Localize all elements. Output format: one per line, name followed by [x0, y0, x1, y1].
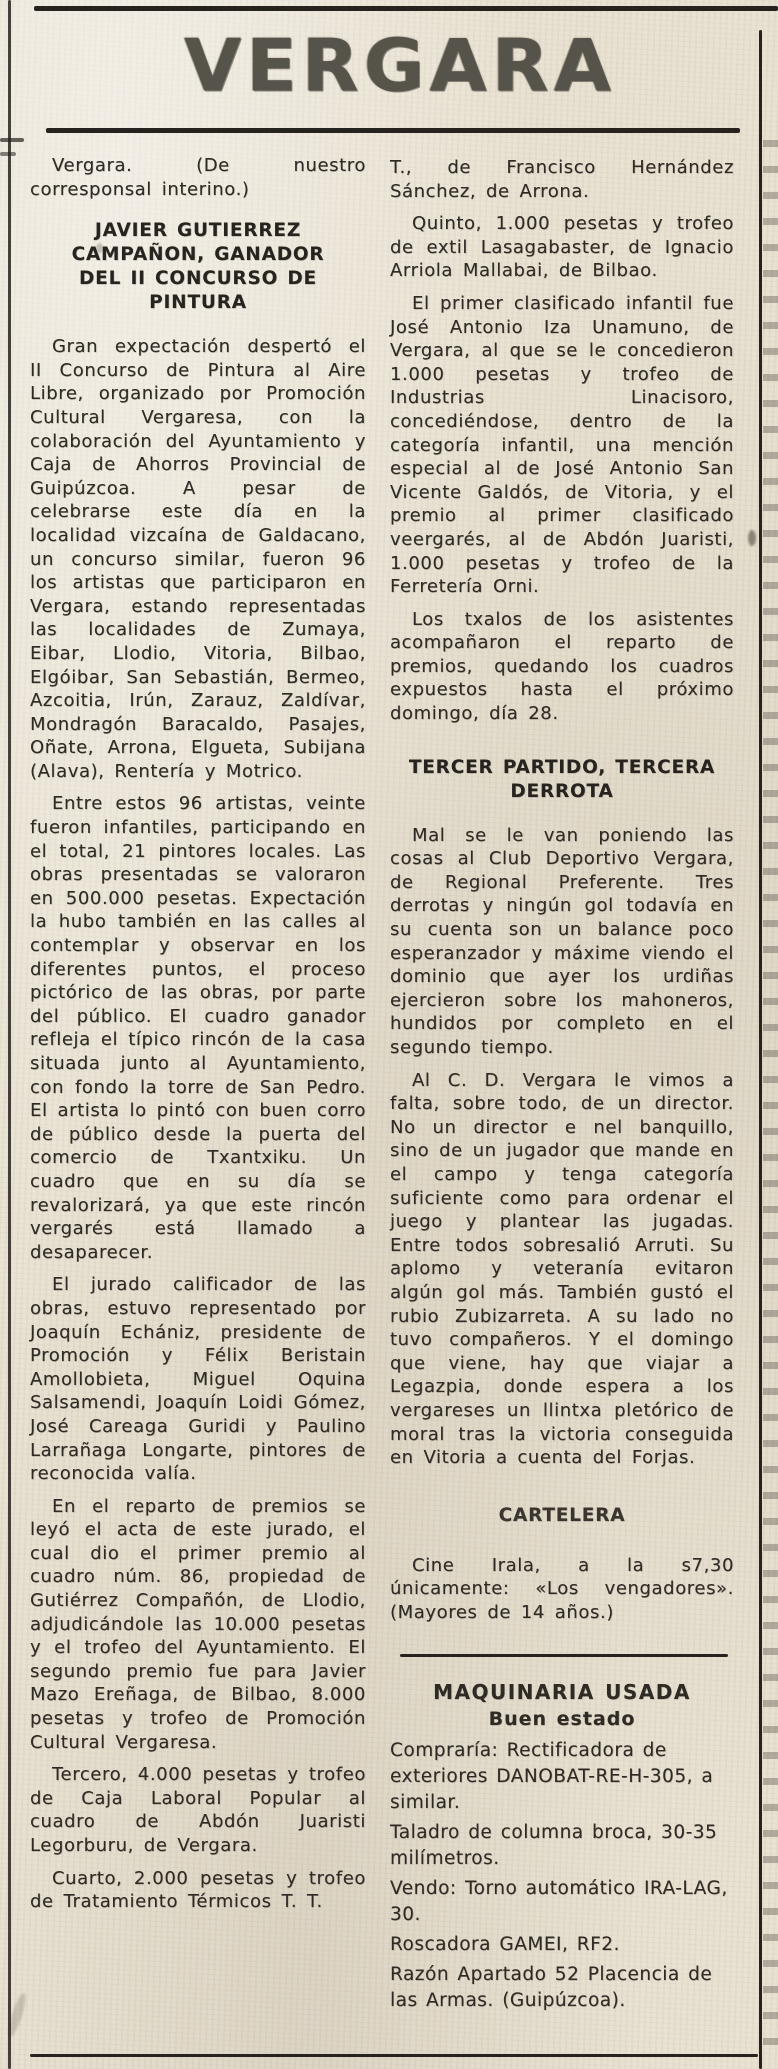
- bottom-rule: [30, 2054, 758, 2057]
- ad-divider-rule: [400, 1654, 728, 1657]
- article-paragraph: Cuarto, 2.000 pesetas y trofeo de Tratamiento Térmicos T. T.: [30, 1867, 366, 1913]
- ad-line: Taladro de columna broca, 30-35 milímetros.: [390, 1822, 718, 1870]
- ad-subtitle: Buen estado: [488, 1708, 636, 1731]
- masthead-rule: [46, 128, 740, 133]
- scan-dash-mark: [0, 138, 24, 142]
- article-paragraph: Quinto, 1.000 pesetas y trofeo de extil Lasagabaster, de Ignacio Arriola Mallabai, de Bilbao.: [390, 213, 734, 282]
- article-paragraph: El primer clasificado infantil fue José Antonio Iza Unamuno, de Vergara, al que se le concedieron 1.000 pesetas y trofeo de Industrias Linacisoro, concediéndose, dentro de la categoría infantil, una mención especial al de José Antonio San Vicente Galdós, de Vitoria, y el premio al primer clasificado veergarés, al de Abdón Juaristi, 1.000 pesetas y trofeo de la Ferretería Orni.: [390, 292, 734, 598]
- ad-line: Razón Apartado 52 Placencia de las Armas. (Guipúzcoa).: [390, 1964, 713, 2012]
- article-paragraph: El jurado calificador de las obras, estuvo representado por Joaquín Echániz, presidente de Promoción y Félix Beristain Amollobieta, Miguel Oquina Salsamendi, Joaquín Loidi Gómez, José Careaga Guridi y Paulino Larrañaga Longarte, pintores de reconocida valía.: [30, 1274, 366, 1485]
- scan-dash-mark: [0, 152, 16, 156]
- clipped-adjacent-column: [763, 140, 778, 2050]
- left-border-rule: [8, 0, 11, 2069]
- ad-line: Roscadora GAMEI, RF2.: [390, 1934, 620, 1956]
- article-paragraph: Cine Irala, a la s7,30 únicamente: «Los vengadores». (Mayores de 14 años.): [390, 1554, 734, 1623]
- masthead-title: VERGARA: [183, 23, 617, 109]
- section-heading-cartelera: CARTELERA: [498, 1504, 626, 1526]
- article-paragraph: En el reparto de premios se leyó el acta de este jurado, el cual dio el primer premio al cuadro núm. 86, propiedad de Gutiérrez Compañón, de Llodio, adjudicándole las 10.000 pesetas y el trofeo del Ayuntamiento. El segundo premio fue para Javier Mazo Ereñaga, de Bilbao, 8.000 pesetas y trofeo de Promoción Cultural Vergaresa.: [30, 1495, 366, 1753]
- left-column: [30, 142, 366, 1923]
- article-paragraph: Gran expectación despertó el II Concurso de Pintura al Aire Libre, organizado por Promoción Cultural Vergaresa, con la colaboración del Ayuntamiento y Caja de Ahorros Provincial de Guipúzcoa. A pesar de celebrarse este día en la localidad vizcaína de Galdacano, un concurso similar, fueron 96 los artistas que participaron en Vergara, estando representadas las localidades de Zumaya, Eibar, Llodio, Vitoria, Bilbao, Elgóibar, San Sebastián, Bermeo, Azcoitia, Irún, Zarauz, Zaldívar, Mondragón Baracaldo, Pasajes, Oñate, Arrona, Elgueta, Subijana (Alava), Rentería y Motrico.: [30, 336, 366, 782]
- dateline: Vergara. (De nuestro corresponsal interino.): [30, 155, 366, 200]
- article-heading-pintura: JAVIER GUTIERREZ CAMPAÑON, GANADOR DEL II CONCURSO DE PINTURA: [71, 220, 325, 314]
- article-paragraph: Tercero, 4.000 pesetas y trofeo de Caja Laboral Popular al cuadro de Abdón Juaristi Legorburu, de Vergara.: [30, 1764, 366, 1856]
- article-paragraph: T., de Francisco Hernández Sánchez, de Arrona.: [390, 157, 734, 202]
- scan-smudge: [748, 530, 756, 546]
- article-paragraph: Entre estos 96 artistas, veinte fueron infantiles, participando en el total, 21 pintores locales. Las obras presentadas se valoraron en 500.000 pesetas. Expectación la hubo también en las calles al contemplar y observar en los diferentes puntos, el proceso pictórico de las obras, por parte del público. El cuadro ganador refleja el típico rincón de la casa situada junto al Ayuntamiento, con fondo la torre de San Pedro. El artista lo pintó con buen corro de público desde la puerta del comercio de Txantxiku. Un cuadro que en su día se revalorizará, ya que este rincón vergarés está llamado a desaparecer.: [30, 793, 366, 1263]
- classified-ad: [390, 1679, 734, 2014]
- article-heading-futbol: TERCER PARTIDO, TERCERA DERROTA: [408, 756, 716, 802]
- ad-title: MAQUINARIA USADA: [433, 1680, 691, 1705]
- right-border-rule: [759, 30, 762, 2069]
- ad-line: Vendo: Torno automático IRA-LAG, 30.: [390, 1878, 728, 1926]
- top-rule: [34, 6, 778, 11]
- ad-line: Compraría: Rectificadora de exteriores DANOBAT-RE-H-305, a similar.: [390, 1740, 714, 1814]
- article-paragraph: Al C. D. Vergara le vimos a falta, sobre todo, de un director. No un director e nel banquillo, sino de un jugador que mande en el campo y tenga categoría suficiente como para ordenar el juego y plantear las jugadas. Entre todos sobresalió Arruti. Su aplomo y veteranía evitaron algún gol más. También gustó el rubio Zubizarreta. A su lado no tuvo compañeros. Y el domingo que viene, hay que viajar a Legazpia, donde espera a los vergareses un llintxa pletórico de moral tras la victoria conseguida en Vitoria a cuenta del Forjas.: [390, 1069, 734, 1469]
- right-column: [390, 142, 734, 2018]
- article-paragraph: Mal se le van poniendo las cosas al Club Deportivo Vergara, de Regional Preferente. Tres derrotas y ningún gol todavía en su cuenta son un balance poco esperanzador y máxime viendo el dominio que ayer los urdiñas ejercieron sobre los mahoneros, hundidos por completo en el segundo tiempo.: [390, 824, 734, 1058]
- article-paragraph: Los txalos de los asistentes acompañaron el reparto de premios, quedando los cuadros expuestos hasta el próximo domingo, día 28.: [390, 608, 734, 725]
